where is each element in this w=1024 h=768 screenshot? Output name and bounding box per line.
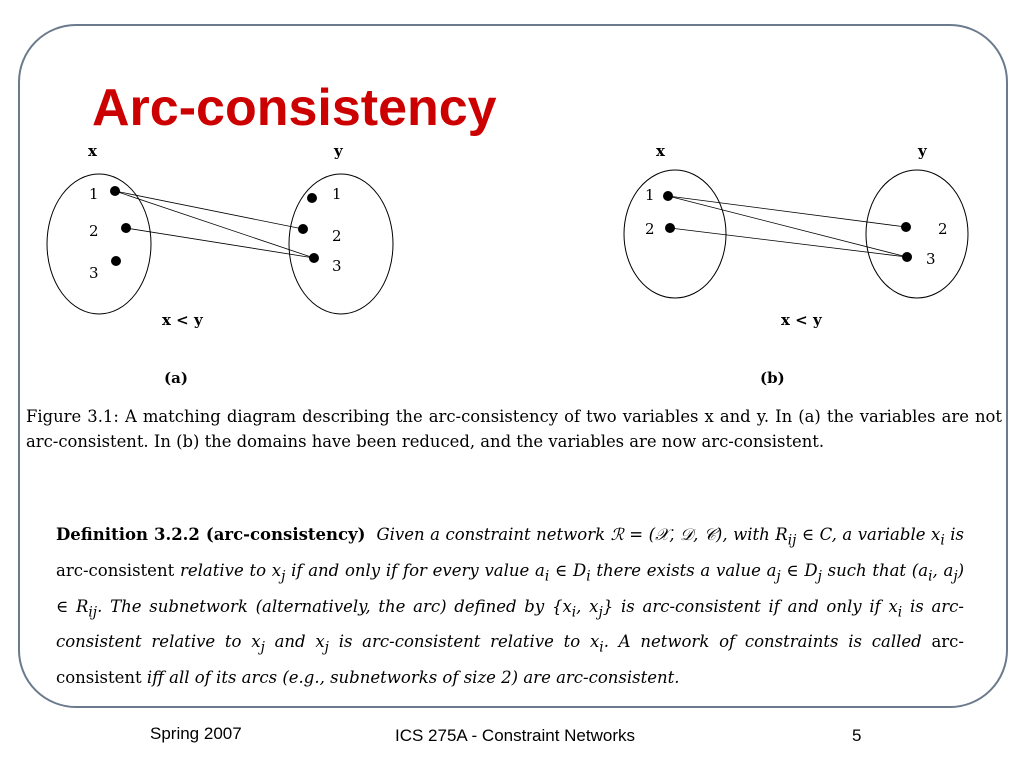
panel-a-x-node-1: [110, 186, 120, 196]
definition-text-18: . A network of constraints is called: [603, 632, 932, 652]
panel-b-y-node-2: [901, 222, 911, 232]
panel-b-edge-2-3: [670, 228, 907, 257]
definition-sub-8: i: [928, 568, 933, 585]
panel-a: [47, 142, 393, 387]
matching-diagram: [44, 140, 984, 395]
definition-heading: Definition 3.2.2 (arc-consistency): [56, 525, 366, 544]
definition-text-14: } is arc-consistent if and only if x: [602, 596, 898, 616]
definition-text-17: is arc-consistent relative to x: [328, 632, 600, 652]
definition-text-2: ∈ C, a variable x: [796, 525, 941, 544]
definition-sub-16: i: [599, 639, 604, 656]
panel-a-x-value-3: 3: [89, 264, 99, 282]
panel-a-x-value-2: 2: [89, 222, 99, 240]
definition-text-7: there exists a value a: [590, 560, 777, 580]
panel-b-x-value-2: 2: [645, 220, 655, 238]
panel-a-var-x-label: x: [88, 142, 97, 160]
footer-date: Spring 2007: [150, 724, 242, 743]
definition-sub-11: i: [571, 603, 577, 620]
definition-text-11: ) ∈ R: [56, 560, 965, 616]
definition-term-2: arc-consistent: [56, 632, 964, 688]
panel-b-x-node-1: [663, 191, 673, 201]
panel-b-var-y-label: y: [918, 142, 927, 160]
definition-sub-6: j: [776, 568, 781, 585]
panel-b-x-value-1: 1: [645, 186, 655, 204]
definition-sub-14: j: [260, 639, 265, 656]
definition-sub-12: j: [598, 603, 603, 620]
footer-page-number: 5: [852, 726, 862, 745]
panel-b-y-value-3: 3: [926, 250, 936, 268]
definition-text-16: and x: [264, 632, 325, 652]
panel-a-y-value-3: 3: [332, 257, 342, 275]
definition-sub-2: i: [940, 532, 945, 549]
panel-b-x-domain: [624, 170, 726, 298]
definition-sub-4: i: [544, 568, 550, 585]
panel-b-var-x-label: x: [656, 142, 665, 160]
panel-b-label: (b): [760, 369, 785, 387]
definition-text-15: is arc-consistent relative to x: [56, 596, 964, 652]
definition-text-4: relative to x: [174, 560, 282, 580]
definition-text-3: is: [944, 525, 964, 544]
definition-sub-10: ij: [88, 603, 98, 620]
definition-sub-13: i: [897, 603, 903, 620]
panel-a-edge-2-3: [126, 228, 314, 258]
definition-sub-7: j: [817, 568, 822, 585]
panel-a-x-value-1: 1: [89, 185, 99, 203]
panel-a-y-value-2: 2: [332, 227, 342, 245]
footer-course: ICS 275A - Constraint Networks: [395, 726, 635, 745]
panel-a-x-node-3: [111, 256, 121, 266]
definition-sub-5: i: [586, 568, 591, 585]
definition-text-1: Given a constraint network ℛ = (𝒳, 𝒟, 𝒞), with R: [376, 525, 788, 544]
definition-term-1: arc-consistent: [56, 560, 175, 580]
panel-a-x-node-2: [121, 223, 131, 233]
panel-b-constraint: x < y: [781, 311, 822, 329]
panel-b: [624, 142, 968, 387]
definition-text-8: ∈ D: [780, 560, 818, 580]
definition-text-10: , a: [932, 560, 954, 580]
figure-caption: Figure 3.1: A matching diagram describing the arc-consistency of two variables x and y. In (a) the variables are not arc-consistent. In (b) the domains have been reduced, and the variables are now arc-consistent.: [26, 407, 1002, 451]
panel-a-y-value-1: 1: [332, 185, 342, 203]
panel-a-edge-1-2: [115, 191, 303, 229]
panel-a-y-node-3: [309, 253, 319, 263]
panel-a-constraint: x < y: [162, 311, 203, 329]
definition-text-6: ∈ D: [549, 560, 587, 580]
panel-a-y-node-1: [307, 193, 317, 203]
definition-sub-15: j: [324, 639, 329, 656]
panel-a-var-y-label: y: [334, 142, 343, 160]
panel-a-edge-1-3: [115, 191, 314, 258]
definition-sub-9: j: [953, 568, 958, 585]
definition-sub-1: ij: [787, 532, 797, 549]
panel-a-label: (a): [164, 369, 188, 387]
panel-b-y-value-2: 2: [938, 220, 948, 238]
panel-b-y-domain: [866, 170, 968, 298]
panel-b-y-node-3: [902, 252, 912, 262]
panel-a-y-node-2: [298, 224, 308, 234]
definition-sub-3: j: [281, 568, 286, 585]
definition-text-13: , x: [576, 596, 599, 616]
definition-text-5: if and only if for every value a: [285, 560, 545, 580]
definition-text-19: iff all of its arcs (e.g., subnetworks of size 2) are arc-consistent.: [141, 668, 680, 688]
panel-b-x-node-2: [665, 223, 675, 233]
definition-text-9: such that (a: [821, 560, 929, 580]
slide-title: Arc-consistency: [92, 79, 497, 137]
definition-text-12: . The subnetwork (alternatively, the arc) defined by {x: [97, 596, 572, 616]
definition-block: [56, 520, 964, 693]
panel-b-edge-1-2: [668, 196, 906, 227]
